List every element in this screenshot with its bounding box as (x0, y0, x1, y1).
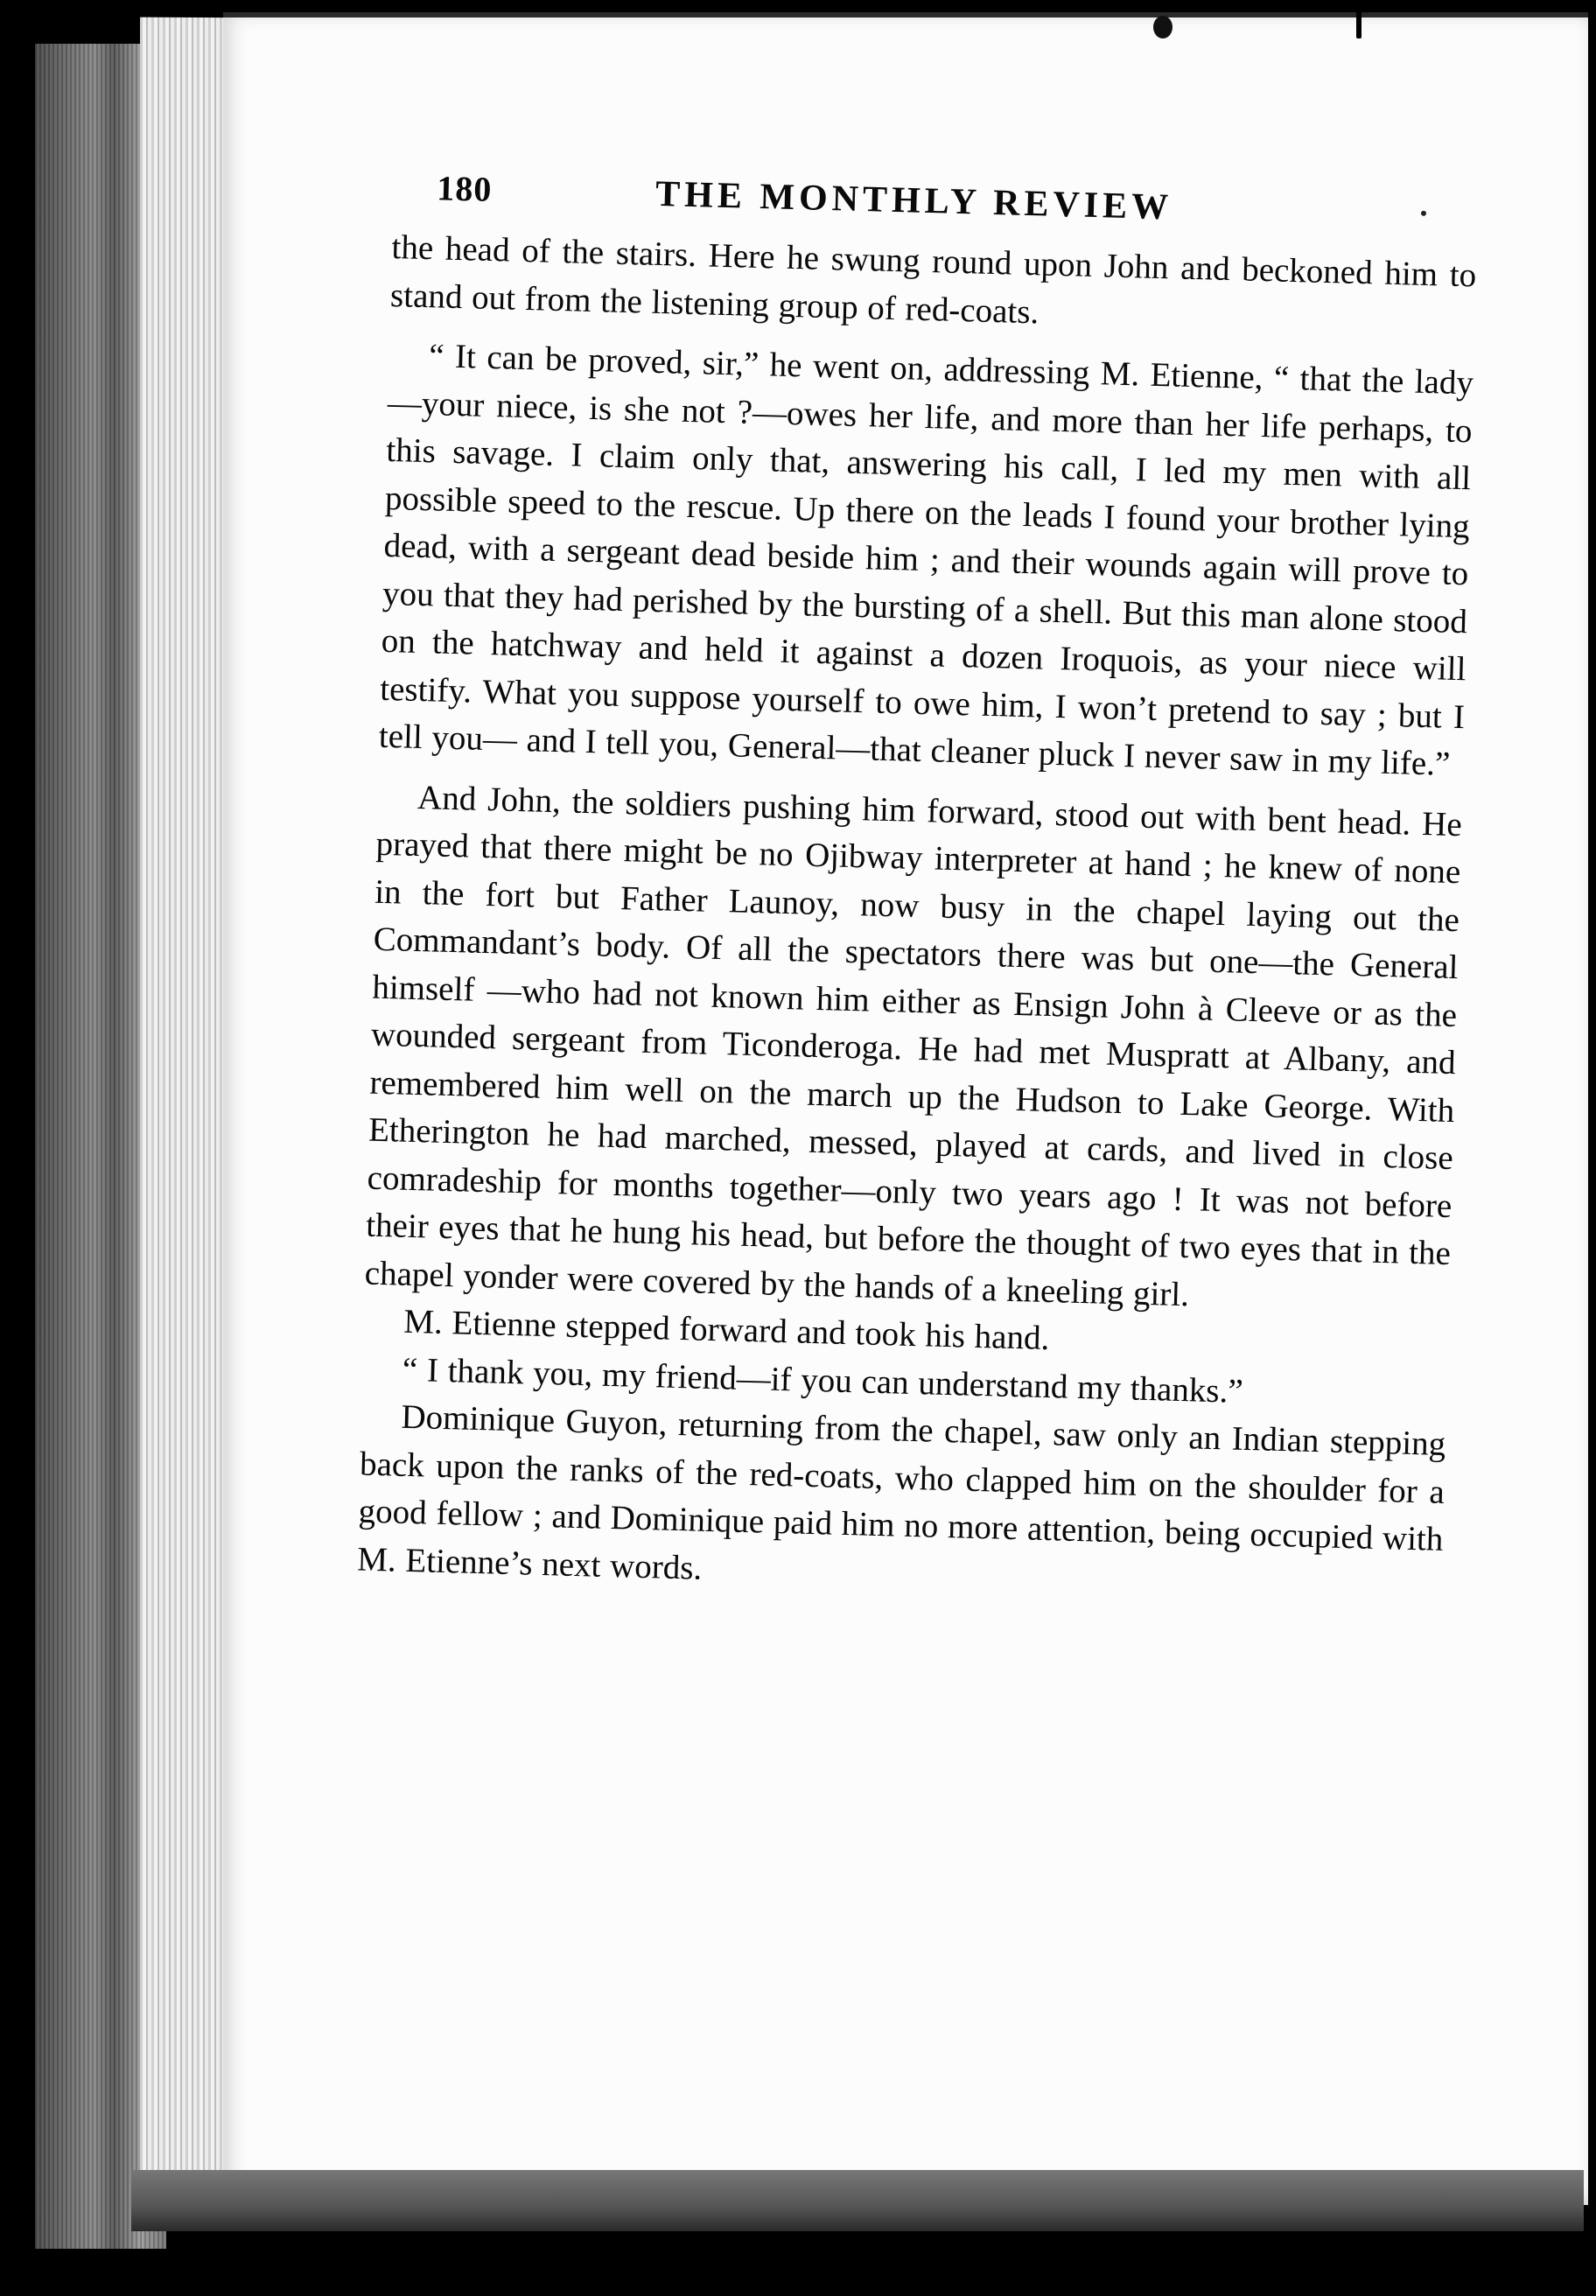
running-title: THE MONTHLY REVIEW (654, 173, 1173, 228)
paragraph: Dominique Guyon, returning from the chapel, saw only an Indian stepping back upon the ranks of the red-coats, who clapped him on the shoulder for a good fellow ; and Dominique paid him no more attention, being occupied with M. Etienne’s next words. (356, 1397, 1446, 1587)
page-bottom-shadow (131, 2170, 1584, 2231)
paragraph: And John, the soldiers pushing him forward, stood out with bent head. He prayed that there might be no Ojibway interpreter at hand ; he knew of none in the fort but Father Launoy, now busy in the chapel laying out the Commandant’s body. Of all the spectators there was but one—the General himself —who had not known him either as Ensign John à Cleeve or as the wounded sergeant from Ticonderoga. He had met Muspratt at Albany, and remembered him well on the march up the Hudson to Lake George. With Etherington he had marched, messed, played at cards, and lived in close comradeship for months together—only two years ago ! It was not before their eyes that he hung his head, but before the thought of two eyes that in the chapel yonder were covered by the hands of a kneeling girl. (364, 778, 1463, 1313)
print-dot (1421, 211, 1426, 216)
paragraph: “ I thank you, my friend—if you can understand my thanks.” (402, 1350, 1244, 1410)
page-number: 180 (436, 168, 493, 209)
paragraph: the head of the stairs. Here he swung round upon John and beckoned him to stand out from the listening group of red-coats. (389, 228, 1477, 331)
paragraph: “ It can be proved, sir,” he went on, addressing M. Etienne, “ that the lady—your niece, is she not ?—owes her life, and more than her life perhaps, to this savage. I claim only that, answering his call, I led my men with all possible speed to the rescue. Up there on the leads I found your brother lying dead, with a sergeant dead beside him ; and their wounds again will prove to you that they had perished by the bursting of a shell. But this man alone stood on the hatchway and held it against a dozen Iroquois, as your niece will testify. What you suppose yourself to owe him, I won’t pretend to say ; but I tell you— and I tell you, General—that cleaner pluck I never saw in my life.” (378, 337, 1474, 783)
scan-speck (1153, 16, 1172, 38)
scan-speck (1356, 7, 1362, 38)
page-text-block (357, 166, 1479, 1612)
paragraph: M. Etienne stepped forward and took his hand. (402, 1302, 1050, 1358)
